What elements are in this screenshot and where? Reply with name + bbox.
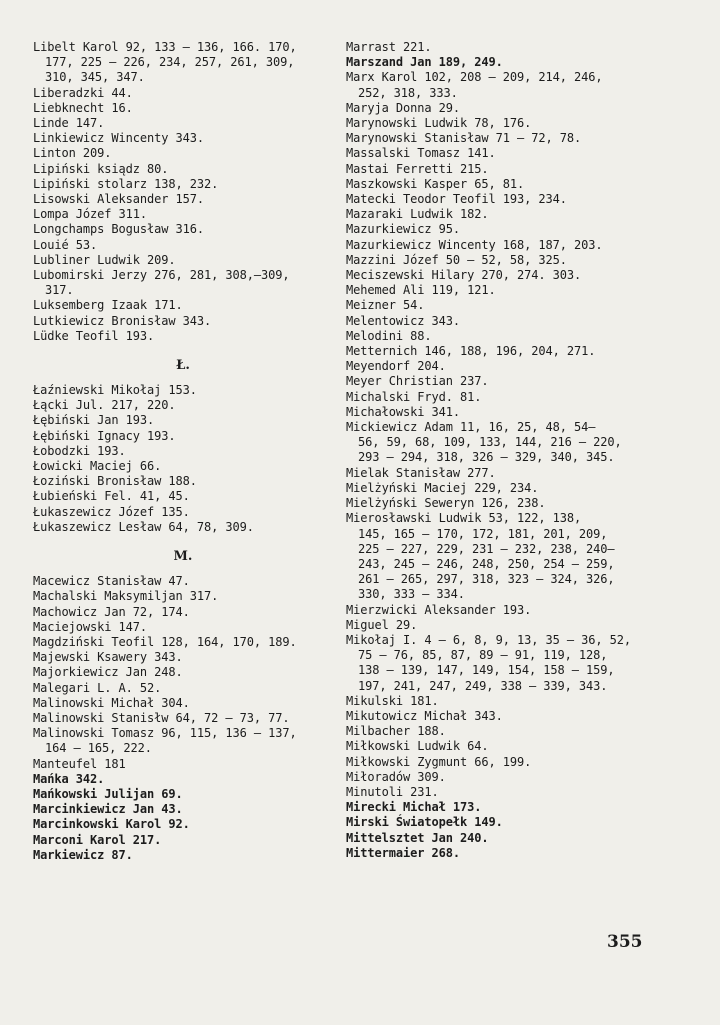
index-column-left [33,40,333,863]
index-entry: Milbacher 188. [346,724,446,739]
index-entry: Mielżyński Seweryn 126, 238. [346,496,546,511]
index-entry-continuation: 138 — 139, 147, 149, 154, 158 — 159, [358,663,615,678]
index-entry-continuation: 252, 318, 333. [358,85,458,100]
index-entry: Mikutowicz Michał 343. [346,708,503,723]
index-entry: Łaźniewski Mikołaj 153. [33,383,197,398]
index-entry: Maryja Donna 29. [346,100,460,115]
index-entry: Matecki Teodor Teofil 193, 234. [346,192,567,207]
index-entry: Mittermaier 268. [346,845,460,860]
index-entry: Melentowicz 343. [346,313,460,328]
index-entry-continuation: 177, 225 — 226, 234, 257, 261, 309, [45,55,295,70]
index-entry: Machowicz Jan 72, 174. [33,604,190,619]
index-entry: Łukaszewicz Józef 135. [33,504,190,519]
index-entry-continuation: 310, 345, 347. [45,70,145,85]
section-heading: M. [173,549,193,565]
index-entry: Mirecki Michał 173. [346,800,482,815]
index-entry: Malegari L. A. 52. [33,680,162,695]
index-entry: Longchamps Bogusław 316. [33,222,204,237]
index-entry: Miłkowski Zygmunt 66, 199. [346,754,532,769]
index-entry: Łukaszewicz Lesław 64, 78, 309. [33,519,254,534]
index-entry: Mikołaj I. 4 — 6, 8, 9, 13, 35 — 36, 52, [346,632,631,647]
index-entry-continuation: 261 — 265, 297, 318, 323 — 324, 326, [358,572,615,587]
index-entry: Lubomirski Jerzy 276, 281, 308,—309, [33,268,290,283]
index-entry: Manteufel 181 [33,756,126,771]
index-entry: Mastai Ferretti 215. [346,161,489,176]
index-entry: Miłkowski Ludwik 64. [346,739,489,754]
index-entry-continuation: 197, 241, 247, 249, 338 — 339, 343. [358,678,608,693]
index-entry: Libelt Karol 92, 133 — 136, 166. 170, [33,40,297,54]
index-entry-continuation: 164 — 165, 222. [45,741,152,756]
index-entry: Majorkiewicz Jan 248. [33,665,183,680]
index-entry: Mielżyński Maciej 229, 234. [346,480,539,495]
index-entry: Malinowski Tomasz 96, 115, 136 — 137, [33,726,297,741]
index-entry: Malinowski Stanisłw 64, 72 — 73, 77. [33,710,290,725]
index-entry: Marszand Jan 189, 249. [346,55,503,70]
index-entry: Mierzwicki Aleksander 193. [346,602,532,617]
index-entry: Meyendorf 204. [346,359,446,374]
index-entry: Michalski Fryd. 81. [346,389,482,404]
section-heading: Ł. [176,358,190,374]
index-entry: Lipiński ksiądz 80. [33,161,169,176]
index-entry: Łobodzki 193. [33,443,126,458]
index-entry: Meciszewski Hilary 270, 274. 303. [346,268,582,283]
index-entry: Mazurkiewicz 95. [346,222,460,237]
index-entry: Melodini 88. [346,328,432,343]
index-entry-continuation: 145, 165 — 170, 172, 181, 201, 209, [358,526,608,541]
index-entry: Mazzini Józef 50 — 52, 58, 325. [346,252,567,267]
index-entry: Meyer Christian 237. [346,374,489,389]
index-entry-continuation: 225 — 227, 229, 231 — 232, 238, 240— [358,541,615,556]
index-entry: Meizner 54. [346,298,425,313]
index-entry: Łącki Jul. 217, 220. [33,398,176,413]
index-entry: Maszkowski Kasper 65, 81. [346,176,525,191]
index-entry: Liebknecht 16. [33,100,133,115]
index-entry: Luksemberg Izaak 171. [33,298,183,313]
index-entry: Machalski Maksymiljan 317. [33,589,219,604]
index-entry: Linde 147. [33,116,105,131]
index-entry: Miłoradów 309. [346,769,446,784]
index-entry: Marx Karol 102, 208 — 209, 214, 246, [346,70,603,85]
index-entry: Lisowski Aleksander 157. [33,192,204,207]
index-entry: Mańka 342. [33,771,105,786]
index-entry: Mittelsztet Jan 240. [346,830,489,845]
index-entry: Łębiński Ignacy 193. [33,428,176,443]
index-entry: Lubliner Ludwik 209. [33,252,176,267]
index-entry: Maciejowski 147. [33,619,147,634]
index-entry-continuation: 317. [45,283,74,298]
index-entry: Mazurkiewicz Wincenty 168, 187, 203. [346,237,603,252]
index-entry-continuation: 56, 59, 68, 109, 133, 144, 216 — 220, [358,435,622,450]
index-entry: Massalski Tomasz 141. [346,146,496,161]
index-entry: Metternich 146, 188, 196, 204, 271. [346,344,596,359]
index-entry: Marynowski Stanisław 71 — 72, 78. [346,131,582,146]
index-entry-continuation: 293 — 294, 318, 326 — 329, 340, 345. [358,450,615,465]
index-column-right [346,40,676,861]
index-entry: Mickiewicz Adam 11, 16, 25, 48, 54— [346,420,596,435]
index-entry: Lutkiewicz Bronisław 343. [33,313,212,328]
index-entry: Mikulski 181. [346,693,439,708]
index-entry: Lompa Józef 311. [33,207,147,222]
index-entry: Mirski Światopełk 149. [346,815,503,830]
index-entry: Macewicz Stanisław 47. [33,574,190,589]
index-entry: Łębiński Jan 193. [33,413,155,428]
index-entry: Marcinkowski Karol 92. [33,817,190,832]
index-entry: Mazaraki Ludwik 182. [346,207,489,222]
index-entry: Łoziński Bronisław 188. [33,474,197,489]
index-entry-continuation: 75 — 76, 85, 87, 89 — 91, 119, 128, [358,648,608,663]
index-entry: Lüdke Teofil 193. [33,328,155,343]
index-entry: Liberadzki 44. [33,85,133,100]
index-entry: Mielak Stanisław 277. [346,465,496,480]
index-entry: Magdziński Teofil 128, 164, 170, 189. [33,634,297,649]
index-entry: Marconi Karol 217. [33,832,162,847]
index-entry: Łowicki Maciej 66. [33,459,162,474]
index-entry-continuation: 330, 333 — 334. [358,587,465,602]
index-entry: Michałowski 341. [346,404,460,419]
index-entry: Marynowski Ludwik 78, 176. [346,116,532,131]
index-entry: Majewski Ksawery 343. [33,650,183,665]
index-entry: Lipiński stolarz 138, 232. [33,176,219,191]
index-entry: Łubieński Fel. 41, 45. [33,489,190,504]
index-entry: Malinowski Michał 304. [33,695,190,710]
index-entry: Mehemed Ali 119, 121. [346,283,496,298]
index-entry: Miguel 29. [346,617,418,632]
index-entry: Mańkowski Julijan 69. [33,786,183,801]
index-entry: Mierosławski Ludwik 53, 122, 138, [346,511,582,526]
index-entry: Marcinkiewicz Jan 43. [33,802,183,817]
index-entry-continuation: 243, 245 — 246, 248, 250, 254 — 259, [358,556,615,571]
index-entry: Linkiewicz Wincenty 343. [33,131,204,146]
index-entry: Linton 209. [33,146,112,161]
index-entry: Minutoli 231. [346,784,439,799]
index-entry: Marrast 221. [346,40,432,54]
index-entry: Markiewicz 87. [33,847,133,862]
index-entry: Louié 53. [33,237,98,252]
page-number: 355 [607,932,643,952]
